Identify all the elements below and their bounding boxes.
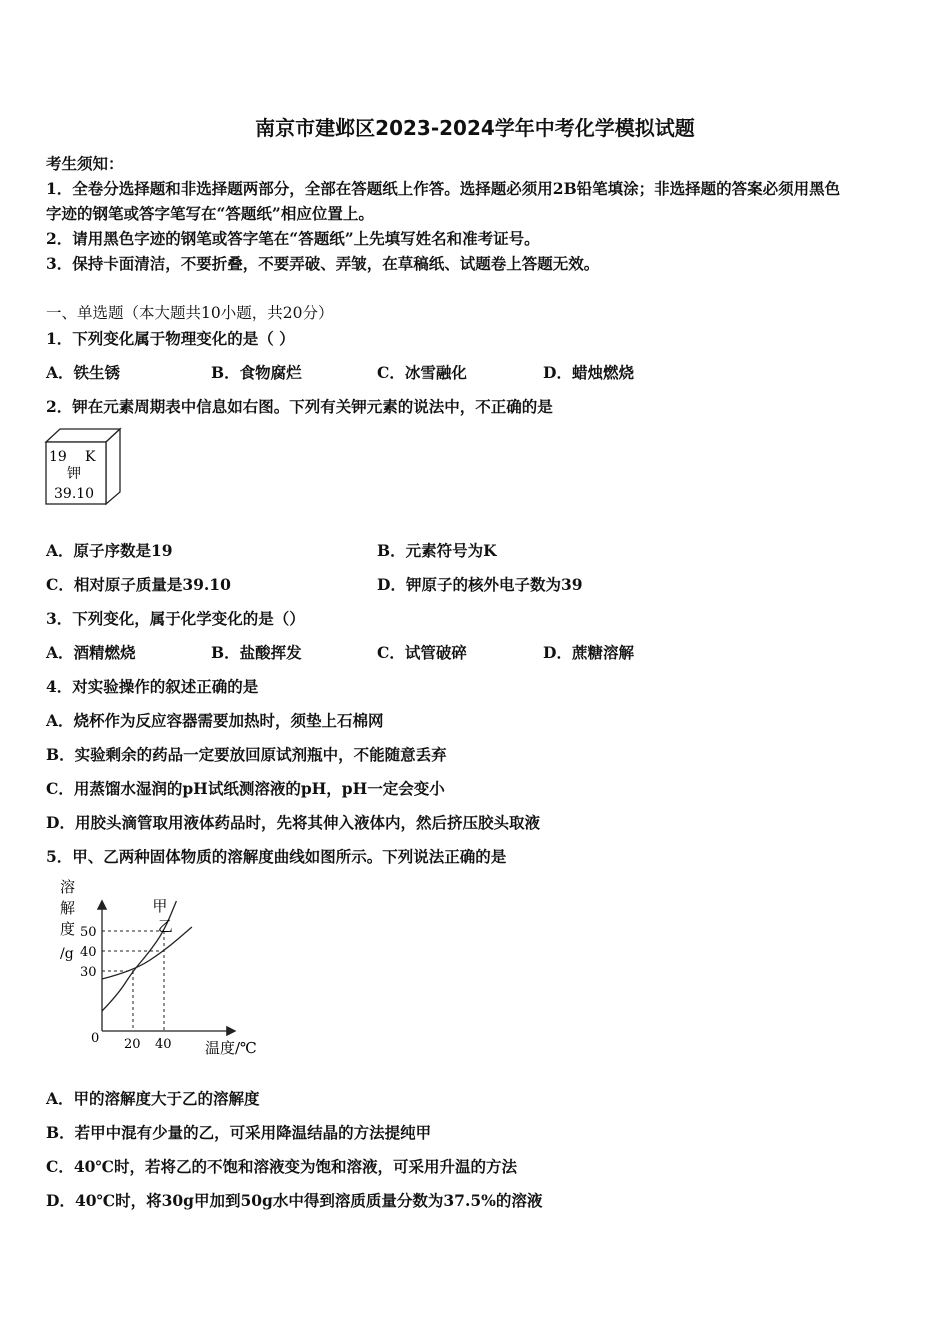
series-yi-label: 乙 [157,917,173,935]
q2-option-d[interactable]: D．钾原子的核外电子数为39 [377,575,583,594]
q1-option-a[interactable]: A．铁生锈 [46,363,121,382]
origin-label: 0 [91,1031,100,1046]
q5-option-a[interactable]: A．甲的溶解度大于乙的溶解度 [46,1089,260,1108]
q3-option-d[interactable]: D．蔗糖溶解 [543,643,634,662]
notice-line-1: 1．全卷分选择题和非选择题两部分，全部在答题纸上作答。选择题必须用2B铅笔填涂；非选择题的答案必须用黑色 [46,179,841,198]
q2-stem: 2．钾在元素周期表中信息如右图。下列有关钾元素的说法中，不正确的是 [46,397,553,416]
q3-option-c[interactable]: C．试管破碎 [377,643,467,662]
card-symbol: K [85,449,96,465]
y-axis-label-char: 度 [60,920,76,938]
q5-option-c[interactable]: C．40℃时，若将乙的不饱和溶液变为饱和溶液，可采用升温的方法 [46,1157,517,1176]
q4-option-a[interactable]: A．烧杯作为反应容器需要加热时，须垫上石棉网 [46,711,384,730]
q4-option-b[interactable]: B．实验剩余的药品一定要放回原试剂瓶中，不能随意丢弃 [46,745,447,764]
series-jia-label: 甲 [152,897,168,915]
q4-stem: 4．对实验操作的叙述正确的是 [46,677,259,696]
y-tick-label: 50 [80,925,97,940]
element-card-figure [42,424,126,508]
notice-line-3: 3．保持卡面清洁，不要折叠，不要弄破、弄皱，在草稿纸、试题卷上答题无效。 [46,254,600,273]
card-atomic-number: 19 [49,449,67,465]
q1-option-b[interactable]: B．食物腐烂 [211,363,302,382]
q4-option-d[interactable]: D．用胶头滴管取用液体药品时，先将其伸入液体内，然后挤压胶头取液 [46,813,540,832]
q1-stem: 1．下列变化属于物理变化的是（ ） [46,329,295,348]
q2-option-a[interactable]: A．原子序数是19 [46,541,173,560]
notice-heading: 考生须知： [46,154,124,173]
q3-stem: 3．下列变化，属于化学变化的是（） [46,609,305,628]
x-axis-label: 温度/℃ [205,1039,257,1057]
card-name: 钾 [67,466,81,482]
y-axis-unit: /g [60,946,74,962]
q2-option-c[interactable]: C．相对原子质量是39.10 [46,575,231,594]
card-side-face [106,429,120,504]
x-tick-label: 20 [124,1037,141,1052]
x-tick-label: 40 [155,1037,172,1052]
q5-option-b[interactable]: B．若甲中混有少量的乙，可采用降温结晶的方法提纯甲 [46,1123,432,1142]
q2-option-b[interactable]: B．元素符号为K [377,541,497,560]
q4-option-c[interactable]: C．用蒸馏水湿润的pH试纸测溶液的pH，pH一定会变小 [46,779,445,798]
y-tick-label: 30 [80,965,97,980]
y-axis-label-char: 解 [60,899,76,917]
q1-option-d[interactable]: D．蜡烛燃烧 [543,363,634,382]
q5-stem: 5．甲、乙两种固体物质的溶解度曲线如图所示。下列说法正确的是 [46,847,507,866]
section-heading: 一、单选题（本大题共10小题，共20分） [46,304,334,322]
solubility-chart [50,872,270,1062]
page-title: 南京市建邺区2023-2024学年中考化学模拟试题 [255,116,695,140]
q5-option-d[interactable]: D．40℃时，将30g甲加到50g水中得到溶质质量分数为37.5%的溶液 [46,1191,543,1210]
notice-line-2: 2．请用黑色字迹的钢笔或答字笔在“答题纸”上先填写姓名和准考证号。 [46,229,540,248]
y-tick-label: 40 [80,945,97,960]
q3-option-a[interactable]: A．酒精燃烧 [46,643,136,662]
card-mass: 39.10 [54,486,95,502]
notice-line-1-cont: 字迹的钢笔或答字笔写在“答题纸”相应位置上。 [46,204,374,223]
q1-option-c[interactable]: C．冰雪融化 [377,363,467,382]
y-axis-label-char: 溶 [60,878,76,896]
q3-option-b[interactable]: B．盐酸挥发 [211,643,302,662]
